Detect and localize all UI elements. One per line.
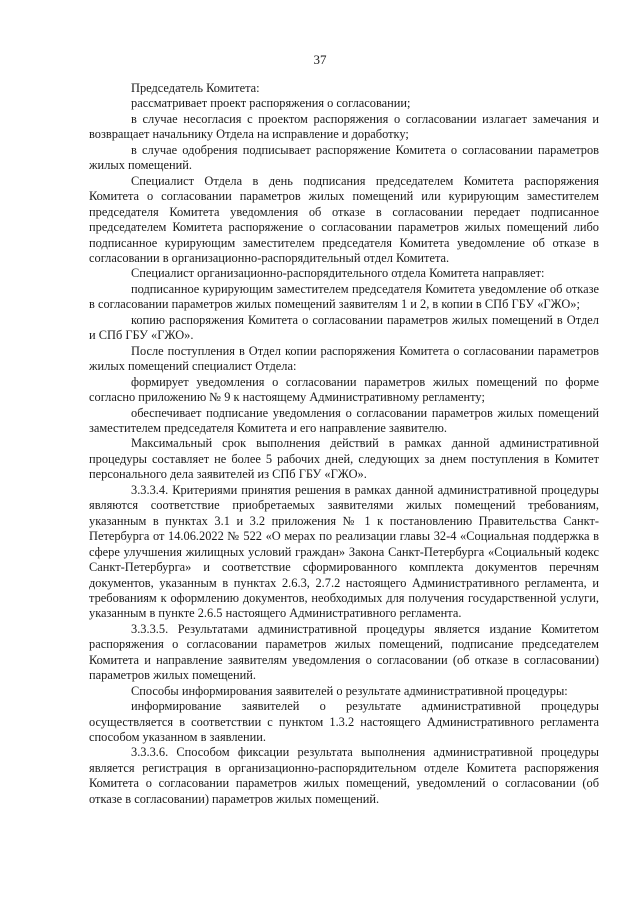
document-body: [89, 81, 599, 807]
paragraph: 3.3.3.4. Критериями принятия решения в рамках данной административной процедуры являются соответствие приобретаемых заявителями жилых помещений требованиям, указанным в пунктах 3.1 и 3.2 приложения № 1 к постановлению Правительства Санкт-Петербурга от 14.06.2022 № 522 «О мерах по реализации главы 32-4 «Социальная поддержка в сфере улучшения жилищных условий граждан» Закона Санкт-Петербурга «Социальный кодекс Санкт-Петербурга» и соответствие сформированного комплекта документов перечням документов, указанным в пунктах 2.6.3, 2.7.2 настоящего Административного регламента, и требованиям к оформлению документов, необходимых для получения государственной услуги, указанным в пункте 2.6.5 настоящего Административного регламента.: [89, 482, 599, 621]
paragraph: информирование заявителей о результате административной процедуры осуществляется в соответствии с пунктом 1.3.2 настоящего Административного регламента способом указанном в заявлении.: [89, 699, 599, 745]
paragraph: копию распоряжения Комитета о согласовании параметров жилых помещений в Отдел и СПб ГБУ «ГЖО».: [89, 312, 599, 343]
paragraph: Председатель Комитета:: [131, 81, 260, 95]
paragraph: 3.3.3.5. Результатами административной процедуры является издание Комитетом распоряжения о согласовании параметров жилых помещений, подписание председателем Комитета и направление заявителям уведомления о согласовании (об отказе в согласовании) параметров жилых помещений.: [89, 621, 599, 683]
page-number: 37: [313, 52, 327, 67]
paragraph: Специалист организационно-распорядительного отдела Комитета направляет:: [131, 266, 545, 281]
paragraph: обеспечивает подписание уведомления о согласовании параметров жилых помещений заместителем председателя Комитета и его направление заявителю.: [89, 405, 599, 435]
paragraph: После поступления в Отдел копии распоряжения Комитета о согласовании параметров жилых помещений специалист Отдела:: [89, 343, 599, 374]
paragraph: формирует уведомления о согласовании параметров жилых помещений по форме согласно приложению № 9 к настоящему Административному регламенту;: [89, 374, 599, 405]
paragraph: в случае одобрения подписывает распоряжение Комитета о согласовании параметров жилых помещений.: [89, 142, 599, 173]
paragraph: рассматривает проект распоряжения о согласовании;: [131, 96, 411, 111]
paragraph: Способы информирования заявителей о результате административной процедуры:: [131, 683, 568, 698]
paragraph: в случае несогласия с проектом распоряжения о согласовании излагает замечания и возвращает начальнику Отдела на исправление и доработку;: [89, 111, 599, 142]
paragraph: подписанное курирующим заместителем председателя Комитета уведомление об отказе в согласовании параметров жилых помещений заявителям 1 и 2, в копии в СПб ГБУ «ГЖО»;: [89, 281, 599, 312]
paragraph: Специалист Отдела в день подписания председателем Комитета распоряжения Комитета о согласовании параметров жилых помещений или курирующим заместителем председателя Комитета уведомления об отказе в согласовании передает подписанное председателем Комитета распоряжение о согласовании параметров жилых помещений либо подписанное курирующим заместителем председателя Комитета уведомление об отказе в согласовании в организационно-распорядительный отдел Комитета.: [89, 173, 599, 265]
paragraph: Максимальный срок выполнения действий в рамках данной административной процедуры составляет не более 5 рабочих дней, следующих за днем поступления в Комитет персонального дела заявителей из СПб ГБУ «ГЖО».: [89, 436, 599, 482]
paragraph: 3.3.3.6. Способом фиксации результата выполнения административной процедуры является регистрация в организационно-распорядительном отделе Комитета распоряжения Комитета о согласовании параметров жилых помещений, уведомлений о согласовании (об отказе в согласовании) параметров жилых помещений.: [89, 745, 599, 806]
